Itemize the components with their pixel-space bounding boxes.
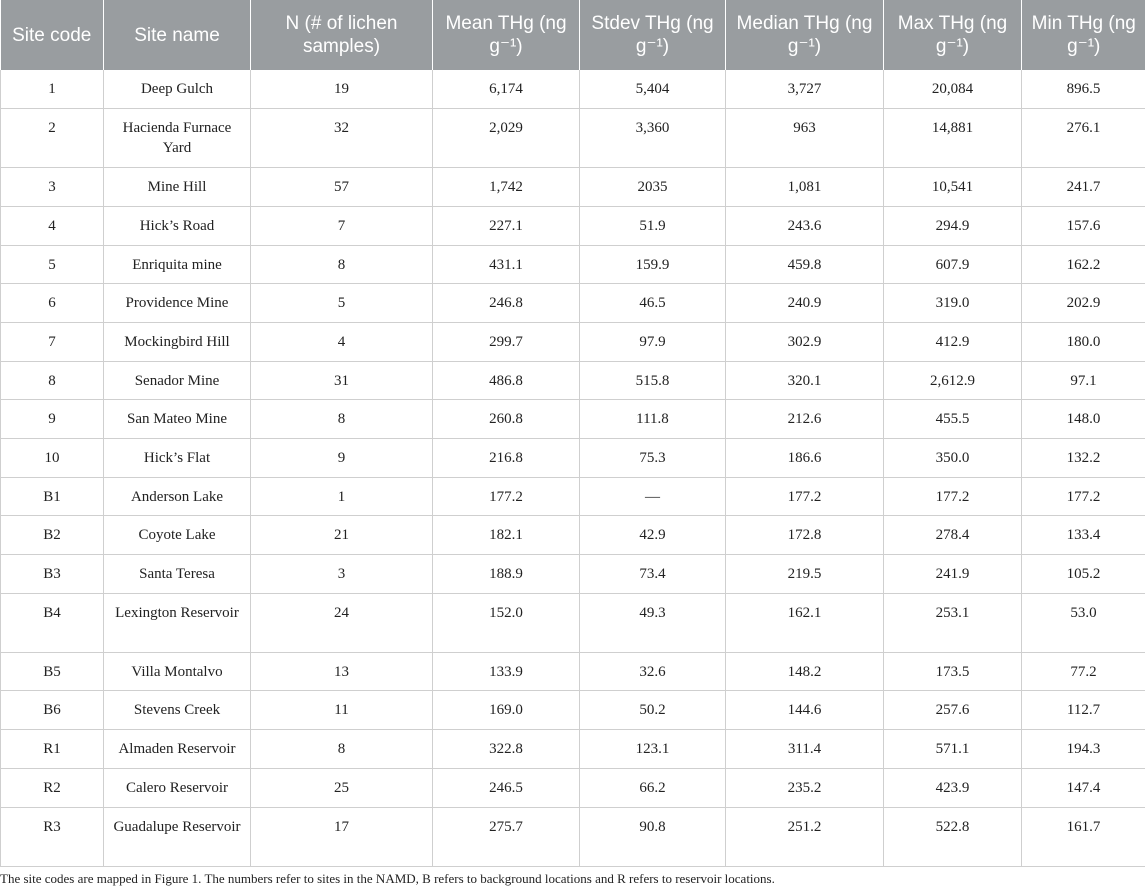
table-cell: Enriquita mine [104,245,251,284]
table-cell: 571.1 [884,730,1022,769]
table-cell: 133.9 [433,652,580,691]
table-cell: 32.6 [580,652,726,691]
table-cell: 423.9 [884,768,1022,807]
header-median-thg: Median THg (ng g⁻¹) [726,0,884,70]
table-cell: 66.2 [580,768,726,807]
table-cell: Mine Hill [104,168,251,207]
table-row [1,730,1145,769]
table-cell: Santa Teresa [104,555,251,594]
table-cell: 4 [251,322,433,361]
table-cell: 3,727 [726,70,884,109]
table-cell: 19 [251,70,433,109]
table-cell: 112.7 [1022,691,1145,730]
table-cell: 169.0 [433,691,580,730]
table-row [1,361,1145,400]
table-cell: Calero Reservoir [104,768,251,807]
table-cell: 219.5 [726,555,884,594]
table-cell: 162.1 [726,593,884,652]
table-cell: 177.2 [726,477,884,516]
table-cell: 173.5 [884,652,1022,691]
table-cell: 25 [251,768,433,807]
table-cell: 6,174 [433,70,580,109]
table-cell: 235.2 [726,768,884,807]
table-row [1,400,1145,439]
table-cell: 302.9 [726,322,884,361]
table-cell: 8 [251,245,433,284]
table-cell: 216.8 [433,439,580,478]
table-row [1,322,1145,361]
table-cell: 246.5 [433,768,580,807]
table-cell: 3 [1,168,104,207]
table-row [1,593,1145,652]
table-cell: 13 [251,652,433,691]
header-n-samples: N (# of lichen samples) [251,0,433,70]
table-cell: Mockingbird Hill [104,322,251,361]
table-cell: Anderson Lake [104,477,251,516]
table-cell: 412.9 [884,322,1022,361]
table-cell: 2,612.9 [884,361,1022,400]
table-cell: 202.9 [1022,284,1145,323]
table-cell: Deep Gulch [104,70,251,109]
table-cell: Hick’s Flat [104,439,251,478]
table-cell: 11 [251,691,433,730]
table-cell: 7 [1,322,104,361]
header-stdev-thg: Stdev THg (ng g⁻¹) [580,0,726,70]
table-row [1,439,1145,478]
table-row [1,168,1145,207]
table-cell: 227.1 [433,206,580,245]
table-row [1,206,1145,245]
table-cell: 17 [251,807,433,866]
table-cell: 97.9 [580,322,726,361]
table-cell: 97.1 [1022,361,1145,400]
table-cell: 111.8 [580,400,726,439]
table-cell: 4 [1,206,104,245]
table-cell: 32 [251,109,433,168]
table-row [1,807,1145,866]
table-cell: 278.4 [884,516,1022,555]
table-cell: 182.1 [433,516,580,555]
table-cell: 8 [1,361,104,400]
table-cell: 322.8 [433,730,580,769]
table-cell: 148.2 [726,652,884,691]
table-cell: 75.3 [580,439,726,478]
table-cell: 241.9 [884,555,1022,594]
table-cell: 105.2 [1022,555,1145,594]
table-cell: 607.9 [884,245,1022,284]
header-row [1,0,1145,70]
table-cell: 2,029 [433,109,580,168]
table-cell: 73.4 [580,555,726,594]
table-cell: B3 [1,555,104,594]
table-cell: 172.8 [726,516,884,555]
table-row [1,477,1145,516]
table-cell: 133.4 [1022,516,1145,555]
table-cell: 350.0 [884,439,1022,478]
table-cell: 1,081 [726,168,884,207]
table-cell: R1 [1,730,104,769]
table-cell: B4 [1,593,104,652]
table-row [1,691,1145,730]
table-cell: San Mateo Mine [104,400,251,439]
table-cell: 240.9 [726,284,884,323]
table-cell: 515.8 [580,361,726,400]
table-cell: 90.8 [580,807,726,866]
table-cell: 21 [251,516,433,555]
table-row [1,109,1145,168]
table-cell: 275.7 [433,807,580,866]
table-cell: 180.0 [1022,322,1145,361]
table-cell: B6 [1,691,104,730]
table-cell: 14,881 [884,109,1022,168]
table-cell: 77.2 [1022,652,1145,691]
table-cell: Guadalupe Reservoir [104,807,251,866]
table-row [1,70,1145,109]
table-cell: B2 [1,516,104,555]
table-row [1,516,1145,555]
table-cell: 3,360 [580,109,726,168]
table-cell: 162.2 [1022,245,1145,284]
table-cell: 455.5 [884,400,1022,439]
table-cell: 963 [726,109,884,168]
table-cell: 159.9 [580,245,726,284]
table-cell: 57 [251,168,433,207]
table-cell: 123.1 [580,730,726,769]
header-site-code: Site code [1,0,104,70]
header-mean-thg: Mean THg (ng g⁻¹) [433,0,580,70]
table-cell: B5 [1,652,104,691]
table-cell: 177.2 [884,477,1022,516]
table-cell: 9 [1,400,104,439]
table-cell: Villa Montalvo [104,652,251,691]
table-cell: B1 [1,477,104,516]
header-site-name: Site name [104,0,251,70]
table-cell: 5,404 [580,70,726,109]
table-cell: 10 [1,439,104,478]
table-cell: 9 [251,439,433,478]
table-cell: 53.0 [1022,593,1145,652]
table-cell: 31 [251,361,433,400]
table-cell: 5 [251,284,433,323]
table-cell: 320.1 [726,361,884,400]
table-cell: 246.8 [433,284,580,323]
table-cell: 1,742 [433,168,580,207]
table-cell: 2 [1,109,104,168]
table-cell: 896.5 [1022,70,1145,109]
table-cell: 2035 [580,168,726,207]
table-cell: 152.0 [433,593,580,652]
table-cell: 241.7 [1022,168,1145,207]
table-cell: 3 [251,555,433,594]
table-cell: 8 [251,730,433,769]
table-cell: 147.4 [1022,768,1145,807]
table-cell: 132.2 [1022,439,1145,478]
table-cell: 459.8 [726,245,884,284]
table-cell: Almaden Reservoir [104,730,251,769]
table-cell: — [580,477,726,516]
table-body [1,70,1145,866]
table-cell: 299.7 [433,322,580,361]
table-cell: 10,541 [884,168,1022,207]
table-cell: 319.0 [884,284,1022,323]
table-cell: 177.2 [1022,477,1145,516]
table-cell: 46.5 [580,284,726,323]
table-row [1,245,1145,284]
table-cell: Lexington Reservoir [104,593,251,652]
table-cell: 49.3 [580,593,726,652]
table-cell: Senador Mine [104,361,251,400]
table-cell: Stevens Creek [104,691,251,730]
table-cell: 24 [251,593,433,652]
header-max-thg: Max THg (ng g⁻¹) [884,0,1022,70]
table-cell: 431.1 [433,245,580,284]
table-cell: 253.1 [884,593,1022,652]
table-cell: R2 [1,768,104,807]
table-cell: 161.7 [1022,807,1145,866]
table-cell: 6 [1,284,104,323]
table-cell: 243.6 [726,206,884,245]
table-cell: Coyote Lake [104,516,251,555]
table-cell: 8 [251,400,433,439]
table-cell: 194.3 [1022,730,1145,769]
table-cell: Hacienda Furnace Yard [104,109,251,168]
table-cell: 251.2 [726,807,884,866]
table-cell: 5 [1,245,104,284]
table-cell: 212.6 [726,400,884,439]
table-cell: 144.6 [726,691,884,730]
table-cell: 522.8 [884,807,1022,866]
table-row [1,284,1145,323]
table-cell: 177.2 [433,477,580,516]
table-cell: 276.1 [1022,109,1145,168]
table-cell: 186.6 [726,439,884,478]
header-min-thg: Min THg (ng g⁻¹) [1022,0,1145,70]
table-cell: 260.8 [433,400,580,439]
table-cell: Hick’s Road [104,206,251,245]
table-cell: 42.9 [580,516,726,555]
table-cell: 50.2 [580,691,726,730]
table-cell: 148.0 [1022,400,1145,439]
table-cell: 1 [251,477,433,516]
table-cell: 188.9 [433,555,580,594]
table-cell: R3 [1,807,104,866]
table-cell: 157.6 [1022,206,1145,245]
table-footnote: The site codes are mapped in Figure 1. The numbers refer to sites in the NAMD, B refers to background locations and R refers to reservoir locations. [0,871,775,886]
table-cell: 1 [1,70,104,109]
table-cell: 51.9 [580,206,726,245]
table-cell: 257.6 [884,691,1022,730]
table-cell: 311.4 [726,730,884,769]
table-row [1,555,1145,594]
table-cell: 20,084 [884,70,1022,109]
table-cell: 486.8 [433,361,580,400]
table-row [1,768,1145,807]
table-cell: 7 [251,206,433,245]
table-cell: 294.9 [884,206,1022,245]
table-cell: Providence Mine [104,284,251,323]
table-row [1,652,1145,691]
